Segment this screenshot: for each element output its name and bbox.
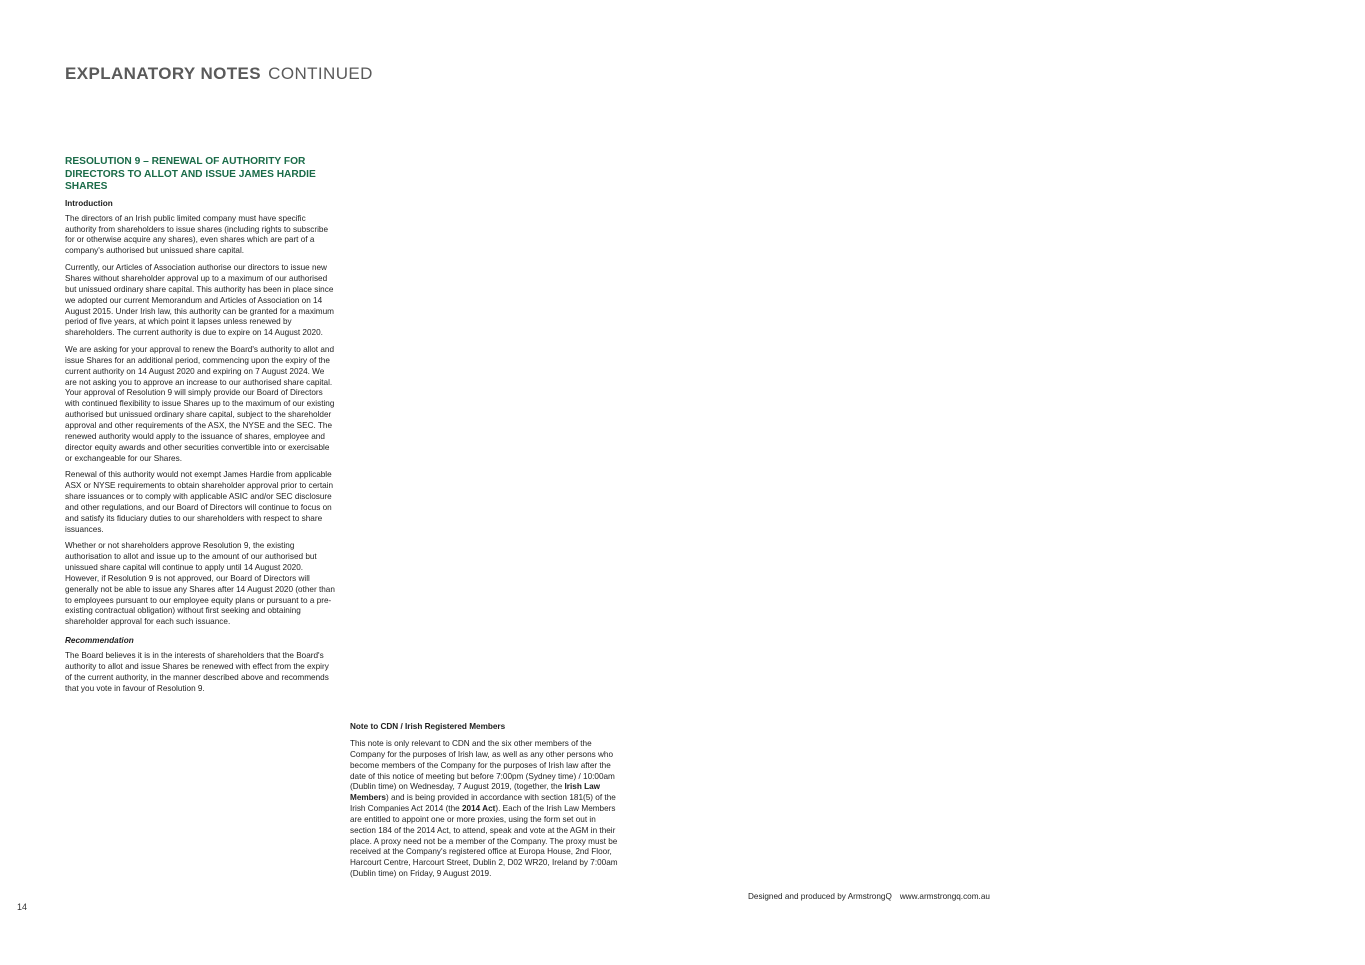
note-text-part-3: ). Each of the Irish Law Members are entitled to appoint one or more proxies, using the form set out in section 184 of the 2014 Act, to attend, speak and vote at the AGM in their place. A proxy need not be a member of the Company. The proxy must be received at the Company's registered office at Europa House, 2nd Floor, Harcourt Centre, Harcourt Street, Dublin 2, D02 WR20, Ireland by 7:00am (Dublin time) on Friday, 9 August 2019. <box>350 804 618 879</box>
note-heading: Note to CDN / Irish Registered Members <box>350 722 506 731</box>
paragraph-4: Renewal of this authority would not exempt James Hardie from applicable ASX or NYSE requirements to obtain shareholder approval prior to certain share issuances or to comply with applicable ASIC and/or SEC disclosure and other regulations, and our Board of Directors will continue to focus on and satisfy its fiduciary duties to our shareholders with respect to share issuances. <box>65 470 334 534</box>
paragraph-2: Currently, our Articles of Association authorise our directors to issue new Shares without shareholder approval up to a maximum of our authorised but unissued ordinary share capital. This authority has been in place since we adopted our current Memorandum and Articles of Association on 14 August 2015. Under Irish law, this authority can be granted for a maximum period of five years, at which point it lapses unless renewed by shareholders. The current authority is due to expire on 14 August 2020. <box>65 263 334 338</box>
page-title <box>65 64 373 84</box>
recommendation-subheading: Recommendation <box>65 636 134 646</box>
recommendation-text: The Board believes it is in the interests of shareholders that the Board's authority to allot and issue Shares be renewed with effect from the expiry of the current authority, in the manner described above and recommends that you vote in favour of Resolution 9. <box>65 651 329 693</box>
credit-text: Designed and produced by ArmstrongQ <box>748 892 892 901</box>
credit-url: www.armstrongq.com.au <box>899 892 990 901</box>
resolution-section <box>65 156 337 701</box>
paragraph-3: We are asking for your approval to renew the Board's authority to allot and issue Shares for an additional period, commencing upon the expiry of the current authority on 14 August 2020 and expiring on 7 August 2024. We are not asking you to approve an increase to our authorised share capital. Your approval of Resolution 9 will simply provide our Board of Directors with continued flexibility to issue Shares up to the maximum of our existing authorised but unissued ordinary share capital, subject to the shareholder approval and other requirements of the ASX, the NYSE and the SEC. The renewed authority would apply to the issuance of shares, employee and director equity awards and other securities convertible into or exercisable or exchangeable for our Shares. <box>65 345 335 463</box>
page-number: 14 <box>17 902 28 912</box>
page-title-continued: CONTINUED <box>268 64 373 83</box>
footer-credit <box>748 892 990 901</box>
paragraph-5: Whether or not shareholders approve Resolution 9, the existing authorisation to allot and issue up to the amount of our authorised but unissued share capital will continue to apply until 14 August 2020. However, if Resolution 9 is not approved, our Board of Directors will generally not be able to issue any Shares after 14 August 2020 (other than to employees pursuant to our employee equity plans or pursuant to a pre-existing contractual obligation) without first seeking and obtaining shareholder approval for each such issuance. <box>65 541 335 627</box>
paragraph-1: The directors of an Irish public limited company must have specific authority from shareholders to issue shares (including rights to subscribe for or otherwise acquire any shares), even shares which are part of a company's authorised but unissued share capital. <box>65 213 329 256</box>
page-title-main: EXPLANATORY NOTES <box>65 64 262 83</box>
irish-law-members-term: Irish Law Members <box>350 782 601 803</box>
irish-members-note <box>350 721 622 886</box>
note-text-part-2: ) and is being provided in accordance with section 181(5) of the Irish Companies Act 2014 (the <box>350 793 616 814</box>
note-text-part-1: This note is only relevant to CDN and the six other members of the Company for the purposes of Irish law, as well as any other persons who become members of the Company for the purposes of Irish law after the date of this notice of meeting but before 7:00pm (Sydney time) / 10:00am (Dublin time) on Wednesday, 7 August 2019, (together, the <box>350 739 615 792</box>
note-text <box>350 739 622 880</box>
resolution-heading: RESOLUTION 9 – RENEWAL OF AUTHORITY FOR DIRECTORS TO ALLOT AND ISSUE JAMES HARDIE SHARES <box>65 156 316 193</box>
act-2014-term: 2014 Act <box>461 804 496 814</box>
introduction-subheading: Introduction <box>65 198 113 208</box>
